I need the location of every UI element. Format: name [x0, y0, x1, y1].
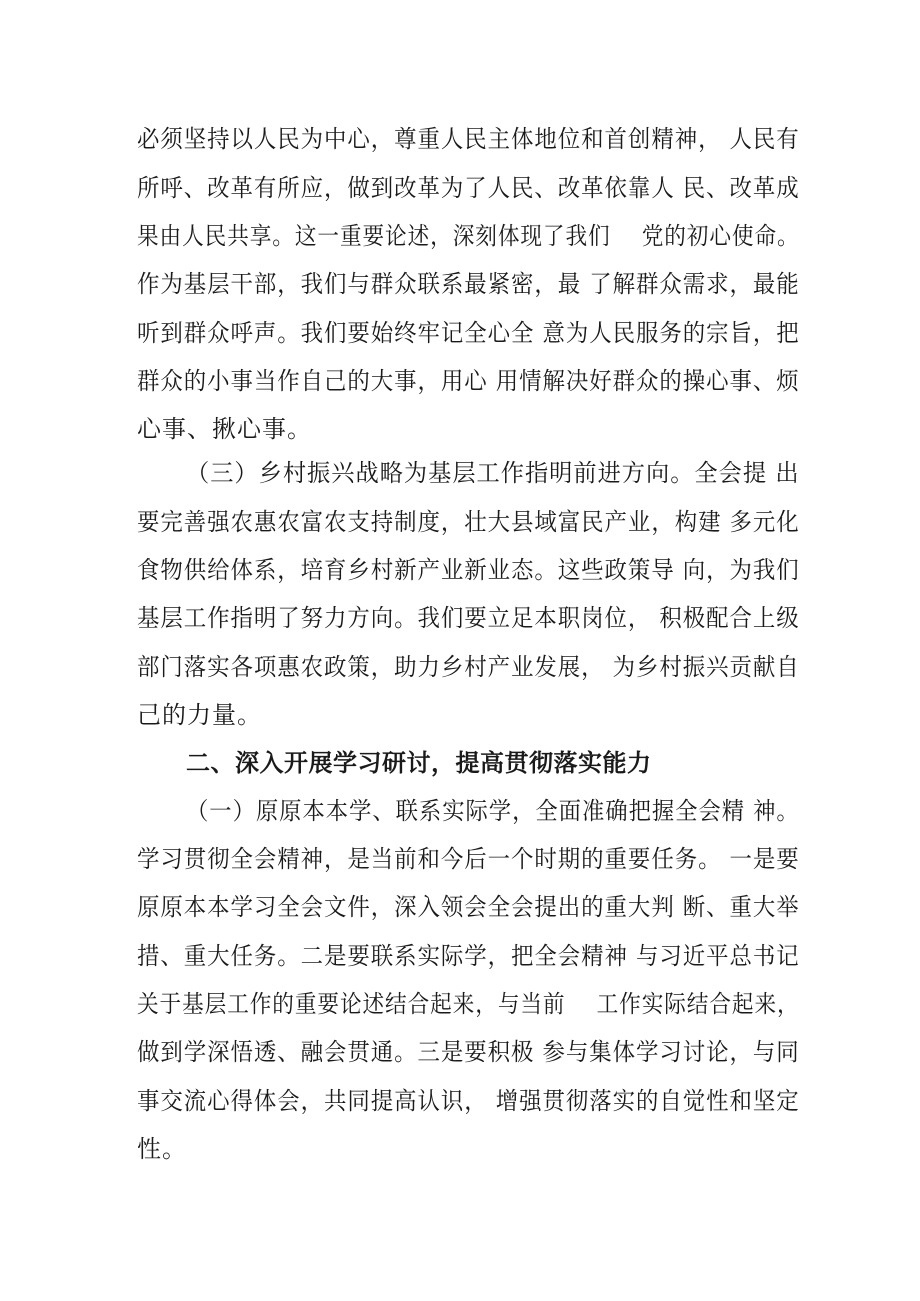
- paragraph-1-line-4: 作为基层干部，我们与群众联系最紧密，最 了解群众需求，最能: [137, 270, 800, 298]
- paragraph-3-line-7: 事交流心得体会，共同提高认识， 增强贯彻落实的自觉性和坚定: [137, 1087, 800, 1115]
- paragraph-3-line-4: 措、重大任务。二是要联系实际学，把全会精神 与习近平总书记: [137, 942, 800, 970]
- paragraph-2-line-6: 己的力量。: [137, 701, 262, 729]
- paragraph-1-line-5: 听到群众呼声。我们要始终牢记全心全 意为人民服务的宗旨，把: [137, 319, 800, 347]
- paragraph-2-line-1: （三）乡村振兴战略为基层工作指明前进方向。全会提 出: [186, 459, 800, 487]
- paragraph-1-line-7: 心事、揪心事。: [137, 415, 312, 443]
- paragraph-3-line-3: 原原本本学习全会文件，深入领会全会提出的重大判 断、重大举: [137, 893, 800, 921]
- section-heading: 二、深入开展学习研讨，提高贯彻落实能力: [186, 749, 652, 777]
- paragraph-1-line-6: 群众的小事当作自己的大事，用心 用情解决好群众的操心事、烦: [137, 367, 800, 395]
- paragraph-2-line-3: 食物供给体系，培育乡村新产业新业态。这些政策导 向，为我们: [137, 556, 800, 584]
- paragraph-1-line-2: 所呼、改革有所应，做到改革为了人民、改革依靠人 民、改革成: [137, 174, 800, 202]
- paragraph-3-line-6: 做到学深悟透、融会贯通。三是要积极 参与集体学习讨论，与同: [137, 1038, 800, 1066]
- paragraph-3-line-5: 关于基层工作的重要论述结合起来，与当前 工作实际结合起来，: [137, 990, 800, 1018]
- paragraph-3-line-2: 学习贯彻全会精神，是当前和今后一个时期的重要任务。 一是要: [137, 845, 800, 873]
- paragraph-1-line-3: 果由人民共享。这一重要论述，深刻体现了我们 党的初心使命。: [137, 222, 800, 250]
- paragraph-2-line-4: 基层工作指明了努力方向。我们要立足本职岗位， 积极配合上级: [137, 604, 800, 632]
- paragraph-3-line-8: 性。: [137, 1135, 187, 1163]
- paragraph-1-line-1: 必须坚持以人民为中心，尊重人民主体地位和首创精神， 人民有: [137, 125, 800, 153]
- paragraph-2-line-2: 要完善强农惠农富农支持制度，壮大县域富民产业，构建 多元化: [137, 508, 800, 536]
- paragraph-2-line-5: 部门落实各项惠农政策，助力乡村产业发展， 为乡村振兴贡献自: [137, 653, 800, 681]
- paragraph-3-line-1: （一）原原本本学、联系实际学，全面准确把握全会精 神。: [186, 797, 800, 825]
